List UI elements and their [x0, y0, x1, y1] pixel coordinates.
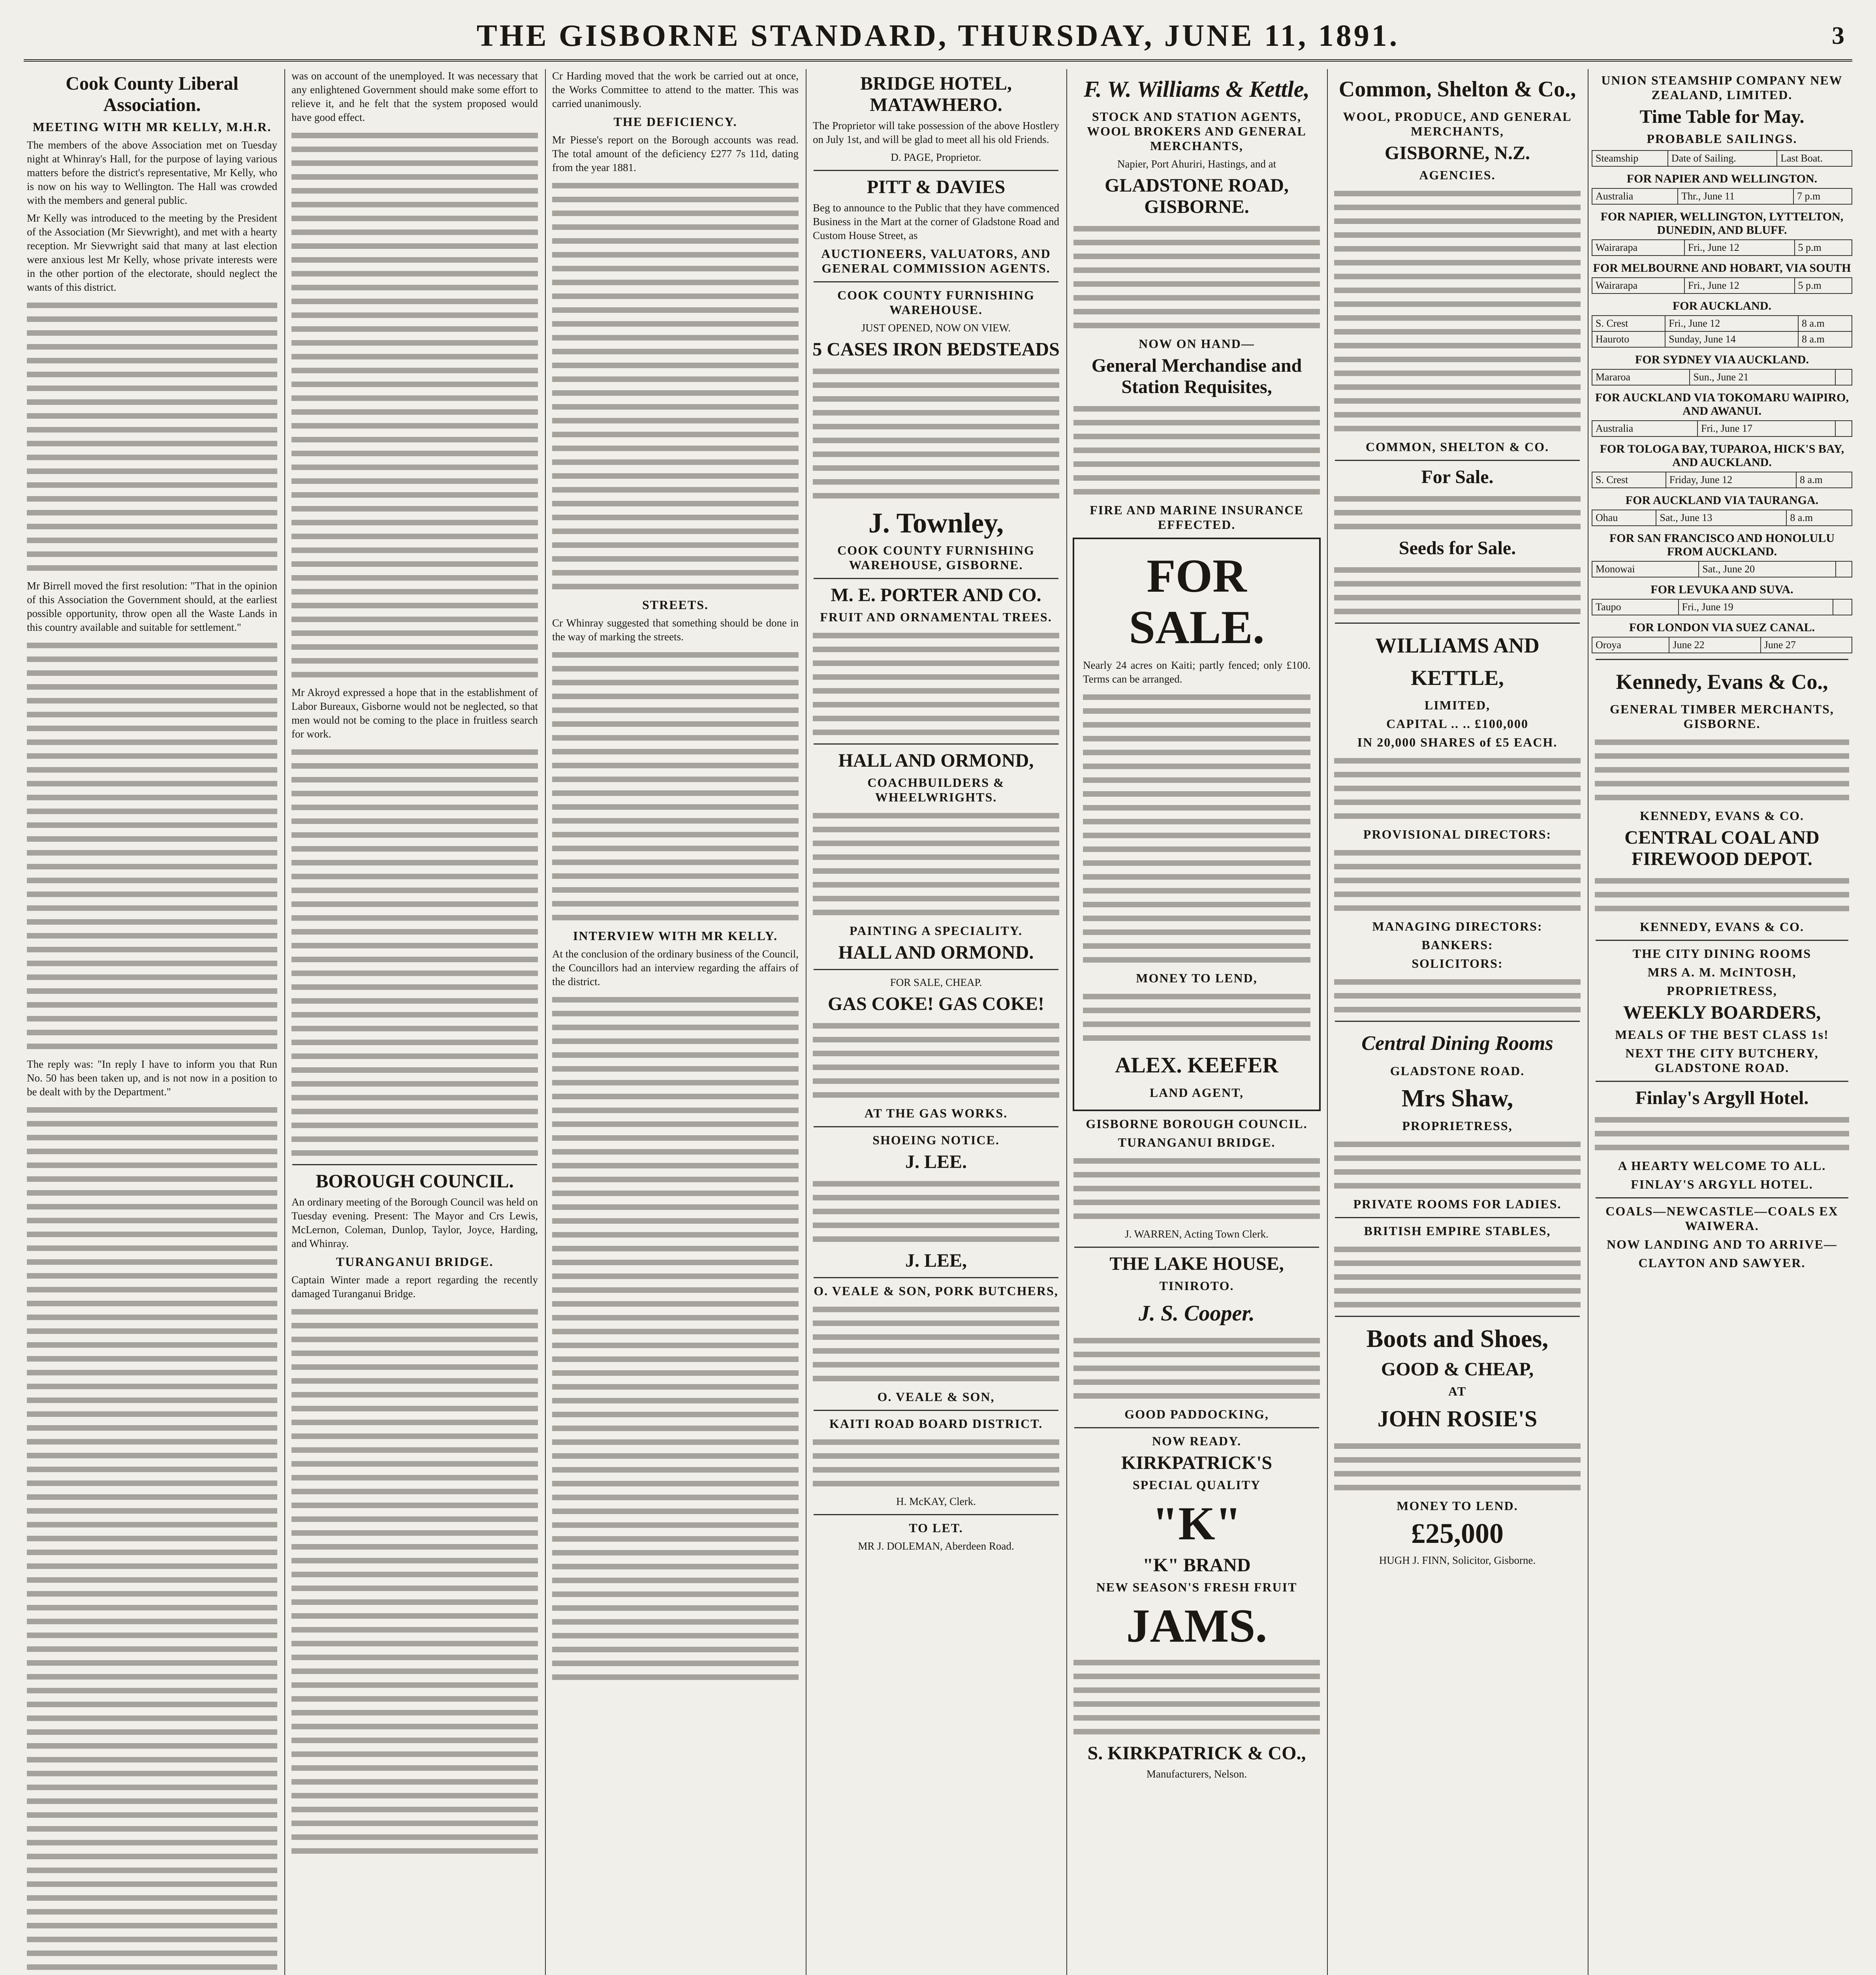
columns [24, 69, 1852, 1975]
ad-heading: S. KIRKPATRICK & CO., [1087, 1743, 1306, 1764]
table-cell: 5 p.m [1795, 278, 1852, 293]
table-cell: 8 a.m [1796, 472, 1852, 488]
section-heading: STREETS. [642, 598, 709, 612]
table-cell: 8 a.m [1798, 316, 1852, 331]
ad-subheading: FINLAY'S ARGYLL HOTEL. [1631, 1177, 1813, 1191]
ad-subheading: NEXT THE CITY BUTCHERY, GLADSTONE ROAD. [1625, 1046, 1819, 1075]
section-heading: THE DEFICIENCY. [613, 115, 737, 129]
article-paragraph: An ordinary meeting of the Borough Council was held on Tuesday evening. Present: The Mayor and Crs Lewis, McLernon, Coleman, Dunlop, Taylor, Joyce, Harding, and Whinray. [291, 1196, 538, 1249]
ad-subheading: TO LET. [909, 1521, 963, 1535]
ad-subheading: AGENCIES. [1419, 168, 1496, 182]
route-table [1592, 420, 1852, 437]
table-cell: Sat., June 20 [1699, 561, 1835, 577]
divider [1335, 623, 1580, 624]
table-cell: Fri., June 12 [1684, 240, 1795, 256]
ad-text-block [1595, 878, 1849, 911]
divider [1074, 1427, 1319, 1428]
ad-subheading: GISBORNE BOROUGH COUNCIL. [1086, 1117, 1308, 1131]
table-row [1592, 369, 1852, 385]
route-title: FOR LEVUKA AND SUVA. [1650, 583, 1793, 596]
ad-signature: CLAYTON AND SAWYER. [1638, 1256, 1806, 1270]
ad-signature: MR J. DOLEMAN, Aberdeen Road. [858, 1540, 1014, 1552]
ad-subheading: PROPRIETRESS, [1667, 984, 1777, 998]
table-row [1592, 331, 1852, 347]
article-paragraph: The reply was: "In reply I have to inform you that Run No. 50 has been taken up, and is not now in a position to be dealt with by the Department." [27, 1058, 277, 1098]
ad-subheading: GENERAL TIMBER MERCHANTS, GISBORNE. [1610, 702, 1834, 731]
ad-text-block [1595, 1117, 1849, 1150]
table-cell: June 22 [1669, 637, 1760, 653]
page-number: 3 [1832, 21, 1844, 49]
amount-heading: £25,000 [1411, 1518, 1504, 1549]
ad-text-block [813, 1307, 1059, 1381]
ad-subheading: LIMITED, [1424, 698, 1491, 712]
article-paragraph: Cr Whinray suggested that something should be done in the way of marking the streets. [552, 617, 799, 643]
table-cell: Thr., June 11 [1678, 188, 1793, 204]
divider [1335, 1217, 1580, 1218]
column-4 [810, 69, 1062, 1975]
route-table [1592, 637, 1852, 653]
ad-heading: J. LEE, [905, 1250, 967, 1271]
ad-text-block [1083, 994, 1310, 1041]
ad-heading: BRIDGE HOTEL, MATAWHERO. [860, 73, 1012, 115]
ad-text-block [1073, 1158, 1320, 1219]
ad-text-block [1595, 739, 1849, 800]
route-title: FOR MELBOURNE AND HOBART, VIA SOUTH [1593, 261, 1851, 275]
ad-text: Nearly 24 acres on Kaiti; partly fenced; only £100. Terms can be arranged. [1083, 659, 1310, 685]
ad-signature: KENNEDY, EVANS & CO. [1639, 809, 1805, 823]
ad-text-block [813, 813, 1059, 915]
ad-subheading: MANAGING DIRECTORS: [1372, 919, 1543, 933]
masthead-title: THE GISBORNE STANDARD, THURSDAY, JUNE 11, 1891. [476, 18, 1400, 53]
route-title: FOR SAN FRANCISCO AND HONOLULU FROM AUCKLAND. [1609, 532, 1835, 558]
table-cell: Fri., June 12 [1665, 316, 1798, 331]
ad-subheading: LAND AGENT, [1149, 1085, 1244, 1100]
ad-subheading: PROVISIONAL DIRECTORS: [1363, 827, 1552, 841]
ad-subheading: O. VEALE & SON, [877, 1390, 995, 1404]
divider [814, 743, 1058, 745]
ad-heading: Finlay's Argyll Hotel. [1635, 1087, 1809, 1108]
article-paragraph: The members of the above Association met on Tuesday night at Whinray's Hall, for the purpose of laying various matters before the district's representative, Mr Kelly, who is now on his way to Wellington. The Hall was crowded with the members and general public. [27, 139, 277, 206]
ad-text-block [1334, 758, 1581, 819]
divider [814, 1277, 1058, 1278]
table-row [1592, 561, 1852, 577]
table-cell: Monowai [1592, 561, 1699, 577]
table-cell [1833, 599, 1852, 615]
ad-signature: H. McKAY, Clerk. [896, 1495, 976, 1507]
article-text-block [552, 652, 799, 920]
ad-subheading: NOW ON HAND— [1139, 337, 1255, 351]
ad-text-block [1073, 406, 1320, 495]
ad-subheading: STOCK AND STATION AGENTS, WOOL BROKERS AND GENERAL MERCHANTS, [1087, 109, 1306, 153]
ad-subheading: PAINTING A SPECIALITY. [850, 924, 1023, 938]
ad-signature: COMMON, SHELTON & CO. [1365, 440, 1549, 454]
route-title: FOR NAPIER, WELLINGTON, LYTTELTON, DUNEDIN, AND BLUFF. [1600, 210, 1844, 237]
ad-subheading: WOOL, PRODUCE, AND GENERAL MERCHANTS, [1343, 109, 1572, 138]
divider [1596, 940, 1848, 941]
divider [814, 281, 1058, 282]
ad-subheading: COALS—NEWCASTLE—COALS EX WAIWERA. [1605, 1204, 1838, 1233]
ad-heading: Common, Shelton & Co., [1338, 77, 1576, 102]
route-title: FOR TOLOGA BAY, TUPAROA, HICK'S BAY, AND AUCKLAND. [1600, 442, 1844, 469]
ad-subheading: AT [1448, 1384, 1467, 1398]
masthead [24, 12, 1852, 62]
ad-subheading: MONEY TO LEND. [1397, 1499, 1518, 1513]
column-2 [288, 69, 541, 1975]
table-cell: June 27 [1761, 637, 1852, 653]
ad-subheading: IN 20,000 SHARES of £5 EACH. [1357, 735, 1558, 749]
column-3 [549, 69, 802, 1975]
ad-heading: F. W. Williams & Kettle, [1083, 76, 1310, 102]
route-table [1592, 188, 1852, 205]
ad-signature: HUGH J. FINN, Solicitor, Gisborne. [1379, 1554, 1536, 1566]
for-sale-box [1073, 538, 1321, 1111]
divider [1335, 460, 1580, 461]
table-cell: Mararoa [1592, 369, 1690, 385]
ad-text-block [813, 1023, 1059, 1098]
article-heading: Cook County Liberal Association. [66, 73, 239, 115]
route-table [1592, 239, 1852, 256]
ad-subheading: PROPRIETRESS, [1402, 1119, 1513, 1133]
ad-subheading: FIRE AND MARINE INSURANCE EFFECTED. [1090, 503, 1304, 532]
article-paragraph: Mr Akroyd expressed a hope that in the establishment of Labor Bureaux, Gisborne would not be neglected, so that men would not be coming to the place in fruitless search for work. [291, 687, 538, 740]
ad-subheading: BANKERS: [1421, 938, 1493, 952]
divider [1596, 659, 1848, 660]
divider [814, 578, 1058, 579]
route-table [1592, 599, 1852, 615]
jams-heading: JAMS. [1126, 1599, 1267, 1652]
ad-subheading: COOK COUNTY FURNISHING WAREHOUSE, GISBORNE. [837, 543, 1035, 572]
ad-text-block [813, 369, 1059, 498]
ad-subheading: COACHBUILDERS & WHEELWRIGHTS. [867, 775, 1005, 804]
ad-subheading: SHOEING NOTICE. [872, 1133, 1000, 1147]
ad-signature: J. WARREN, Acting Town Clerk. [1125, 1228, 1269, 1240]
k-brand-mark: "K" [1152, 1497, 1242, 1550]
route-table [1592, 472, 1852, 488]
divider [814, 1514, 1058, 1515]
ad-subheading: THE CITY DINING ROOMS [1632, 946, 1812, 961]
ad-heading: GOOD & CHEAP, [1381, 1359, 1534, 1380]
ad-heading: Seeds for Sale. [1399, 538, 1516, 559]
table-row [1592, 240, 1852, 256]
ad-text: FOR SALE, CHEAP. [890, 976, 982, 988]
route-table [1592, 277, 1852, 294]
header-cell: Last Boat. [1777, 150, 1852, 166]
table-cell: Wairarapa [1592, 278, 1684, 293]
article-paragraph: Captain Winter made a report regarding the recently damaged Turanganui Bridge. [291, 1274, 538, 1300]
ad-subheading: GLADSTONE ROAD. [1390, 1064, 1525, 1078]
route-title: FOR AUCKLAND. [1672, 299, 1771, 312]
ad-text: Manufacturers, Nelson. [1146, 1768, 1247, 1780]
ad-text-block [1073, 1338, 1320, 1399]
ad-text-block [1334, 850, 1581, 911]
article-text-block [291, 1309, 538, 1854]
ad-subheading: SPECIAL QUALITY [1132, 1478, 1261, 1492]
ad-text: The Proprietor will take possession of the above Hostlery on July 1st, and will be glad to meet all his old Friends. [813, 120, 1059, 145]
probable-sailings: PROBABLE SAILINGS. [1647, 132, 1797, 146]
ad-subheading: FRUIT AND ORNAMENTAL TREES. [820, 610, 1052, 624]
ad-heading: WEEKLY BOARDERS, [1623, 1002, 1821, 1023]
ad-text-block [1073, 1660, 1320, 1734]
table-row [1592, 599, 1852, 615]
article-text-block [27, 643, 277, 1049]
divider [1596, 1197, 1848, 1198]
ad-heading: For Sale. [1421, 466, 1494, 487]
table-row [1592, 316, 1852, 331]
ad-signature: KENNEDY, EVANS & CO. [1639, 920, 1805, 934]
table-cell: S. Crest [1592, 316, 1665, 331]
article-paragraph: Cr Harding moved that the work be carried out at once, the Works Committee to attend to the matter. This was carried unanimously. [552, 70, 799, 109]
ad-heading: 5 CASES IRON BEDSTEADS [812, 339, 1060, 360]
ad-heading: General Merchandise and Station Requisites, [1091, 355, 1302, 397]
ad-heading: GAS COKE! GAS COKE! [827, 993, 1045, 1014]
table-cell: Hauroto [1592, 331, 1665, 347]
ad-heading: GISBORNE, N.Z. [1384, 143, 1530, 164]
column-rule [284, 69, 285, 1975]
ad-subheading: AT THE GAS WORKS. [864, 1106, 1008, 1120]
table-cell: Sun., June 21 [1690, 369, 1835, 385]
header-cell: Date of Sailing. [1668, 150, 1777, 166]
divider [1335, 1316, 1580, 1317]
table-row [1592, 421, 1852, 436]
ad-subheading: CAPITAL .. .. £100,000 [1386, 717, 1528, 731]
ad-text-block [1334, 567, 1581, 614]
table-cell: Sat., June 13 [1656, 510, 1786, 526]
ad-heading: KIRKPATRICK'S [1121, 1452, 1273, 1473]
ad-text-block [813, 1181, 1059, 1242]
divider [1335, 1021, 1580, 1022]
ad-subheading: TURANGANUI BRIDGE. [1118, 1135, 1276, 1149]
table-row [1592, 278, 1852, 293]
ad-heading: M. E. PORTER AND CO. [831, 585, 1041, 606]
table-cell: Fri., June 12 [1684, 278, 1795, 293]
ad-heading: HALL AND ORMOND. [838, 942, 1034, 963]
ad-subheading: SOLICITORS: [1412, 956, 1503, 971]
table-cell [1835, 369, 1852, 385]
timetable-header [1592, 150, 1852, 167]
divider [814, 1410, 1058, 1411]
divider [814, 170, 1058, 171]
route-title: FOR SYDNEY VIA AUCKLAND. [1635, 353, 1809, 366]
header-cell: Steamship [1592, 150, 1668, 166]
article-text-block [552, 997, 799, 1680]
divider [1074, 1247, 1319, 1248]
route-title: FOR NAPIER AND WELLINGTON. [1626, 172, 1818, 185]
ad-heading: Boots and Shoes, [1366, 1324, 1549, 1352]
ad-signature: D. PAGE, Proprietor. [891, 151, 981, 163]
ad-subheading: UNION STEAMSHIP COMPANY NEW ZEALAND, LIMITED. [1601, 73, 1843, 102]
table-cell: 8 a.m [1798, 331, 1852, 347]
table-cell: Sunday, June 14 [1665, 331, 1798, 347]
ad-heading: Mrs Shaw, [1401, 1085, 1513, 1112]
ad-heading: HALL AND ORMOND, [838, 750, 1034, 771]
ad-text-block [1334, 979, 1581, 1012]
column-rule [1066, 69, 1067, 1975]
table-cell: Australia [1592, 421, 1697, 436]
route-table [1592, 369, 1852, 386]
ad-heading: PITT & DAVIES [867, 177, 1006, 198]
ad-heading: Kennedy, Evans & Co., [1616, 670, 1828, 694]
article-paragraph: Mr Kelly was introduced to the meeting by the President of the Association (Mr Sievwright), and met with a hearty reception. Mr Sievwright said that many at last election were anxious lest Mr Kelly, whose private interests were in the other portion of the electorate, should neglect the wants of this district. [27, 212, 277, 293]
column-7 [1592, 69, 1852, 1975]
table-cell [1836, 561, 1852, 577]
ad-subheading: MONEY TO LEND, [1136, 971, 1258, 985]
table-cell: Fri., June 17 [1697, 421, 1835, 436]
table-cell: Australia [1592, 188, 1678, 204]
column-5 [1070, 69, 1323, 1975]
ad-text: Beg to announce to the Public that they have commenced Business in the Mart at the corner of Gladstone Road and Custom House Street, as [813, 202, 1059, 241]
table-cell: Ohau [1592, 510, 1656, 526]
ad-subheading: KAITI ROAD BOARD DISTRICT. [829, 1416, 1043, 1431]
ad-text-block [1334, 496, 1581, 529]
column-6 [1331, 69, 1584, 1975]
ad-text-block [1083, 694, 1310, 963]
ad-text: Napier, Port Ahuriri, Hastings, and at [1117, 158, 1276, 170]
ad-subheading: TINIROTO. [1159, 1279, 1234, 1293]
ad-subheading: COOK COUNTY FURNISHING WAREHOUSE. [837, 288, 1035, 317]
ad-subheading: PRIVATE ROOMS FOR LADIES. [1353, 1197, 1562, 1211]
column-rule [1327, 69, 1328, 1975]
table-cell: 8 a.m [1786, 510, 1852, 526]
timetable-heading: Time Table for May. [1639, 106, 1805, 127]
article-text-block [552, 183, 799, 589]
column-1 [24, 69, 280, 1975]
article-subheading: MEETING WITH MR KELLY, M.H.R. [32, 120, 272, 134]
route-title: FOR AUCKLAND VIA TOKOMARU WAIPIRO, AND AWANUI. [1595, 391, 1849, 418]
table-cell: 7 p.m [1793, 188, 1852, 204]
divider [1596, 1081, 1848, 1082]
article-text-block [291, 133, 538, 677]
ad-subheading: A HEARTY WELCOME TO ALL. [1618, 1159, 1826, 1173]
ad-heading: JOHN ROSIE'S [1377, 1406, 1538, 1431]
table-cell: Taupo [1592, 599, 1679, 615]
table-cell: Oroya [1592, 637, 1669, 653]
route-title: FOR LONDON VIA SUEZ CANAL. [1629, 621, 1815, 634]
article-paragraph: At the conclusion of the ordinary business of the Council, the Councillors had an interview regarding the affairs of the district. [552, 948, 799, 988]
ad-heading: J. Townley, [868, 507, 1004, 539]
ad-heading: ALEX. KEEFER [1115, 1053, 1278, 1078]
table-cell [1835, 421, 1852, 436]
ad-text-block [1334, 1247, 1581, 1307]
table-cell: Wairarapa [1592, 240, 1684, 256]
ad-heading: GLADSTONE ROAD, GISBORNE. [1105, 175, 1289, 217]
ad-subheading: NOW READY. [1152, 1434, 1242, 1448]
ad-heading: Central Dining Rooms [1361, 1032, 1553, 1055]
ad-subheading: MEALS OF THE BEST CLASS 1s! [1615, 1027, 1829, 1042]
ad-subheading: NOW LANDING AND TO ARRIVE— [1607, 1237, 1837, 1251]
ad-subheading: GOOD PADDOCKING, [1124, 1407, 1269, 1421]
ad-subheading: O. VEALE & SON, PORK BUTCHERS, [814, 1284, 1058, 1298]
section-heading: INTERVIEW WITH MR KELLY. [573, 929, 778, 943]
ad-text-block [813, 633, 1059, 735]
table-cell: Fri., June 19 [1679, 599, 1833, 615]
ad-text-block [1334, 1443, 1581, 1490]
ad-text-block [813, 1439, 1059, 1486]
ad-subheading: BRITISH EMPIRE STABLES, [1364, 1224, 1551, 1238]
route-table [1592, 561, 1852, 577]
table-row [1592, 637, 1852, 653]
ad-heading: J. S. Cooper. [1138, 1301, 1255, 1326]
article-paragraph: Mr Birrell moved the first resolution: "That in the opinion of this Association the Government should, at the earliest possible opportunity, throw open all the Waste Lands in this country available and suitable for settlement." [27, 580, 277, 633]
ad-text-block [1073, 226, 1320, 328]
table-row [1592, 472, 1852, 488]
table-row [1592, 510, 1852, 526]
ad-heading: WILLIAMS AND KETTLE, [1375, 634, 1540, 690]
ad-heading: CENTRAL COAL AND FIREWOOD DEPOT. [1624, 827, 1820, 869]
ad-heading: "K" BRAND [1143, 1555, 1251, 1576]
bridge-heading: TURANGANUI BRIDGE. [336, 1255, 494, 1269]
route-table [1592, 510, 1852, 526]
route-table [1592, 315, 1852, 348]
ad-heading: THE LAKE HOUSE, [1109, 1253, 1284, 1274]
article-text-block [291, 749, 538, 1156]
table-cell: Friday, June 12 [1666, 472, 1796, 488]
article-text-block [27, 303, 277, 571]
table-cell: 5 p.m [1795, 240, 1852, 256]
divider [292, 1164, 537, 1165]
ad-subheading: MRS A. M. McINTOSH, [1647, 965, 1797, 979]
column-rule [545, 69, 546, 1975]
ad-subheading: NEW SEASON'S FRESH FRUIT [1096, 1580, 1297, 1594]
ad-heading: J. LEE. [905, 1151, 967, 1172]
ad-subheading: AUCTIONEERS, VALUATORS, AND GENERAL COMMISSION AGENTS. [821, 246, 1051, 275]
route-title: FOR AUCKLAND VIA TAURANGA. [1625, 494, 1819, 507]
ad-text-block [1334, 191, 1581, 431]
article-paragraph: Mr Piesse's report on the Borough accounts was read. The total amount of the deficiency £277 7s 11d, dating from the year 1881. [552, 134, 799, 173]
borough-council-heading: BOROUGH COUNCIL. [316, 1171, 514, 1192]
ad-text-block [1334, 1142, 1581, 1189]
table-cell: S. Crest [1592, 472, 1666, 488]
ad-text: JUST OPENED, NOW ON VIEW. [861, 322, 1011, 334]
divider [814, 969, 1058, 970]
for-sale-heading: FOR SALE. [1129, 549, 1265, 653]
route-list [1592, 172, 1852, 653]
divider [814, 1126, 1058, 1127]
article-text-block [27, 1107, 277, 1975]
table-row [1592, 188, 1852, 204]
article-paragraph: was on account of the unemployed. It was necessary that any enlightened Government should make some effort to relieve it, and he felt that the system proposed would have good effect. [291, 70, 538, 123]
